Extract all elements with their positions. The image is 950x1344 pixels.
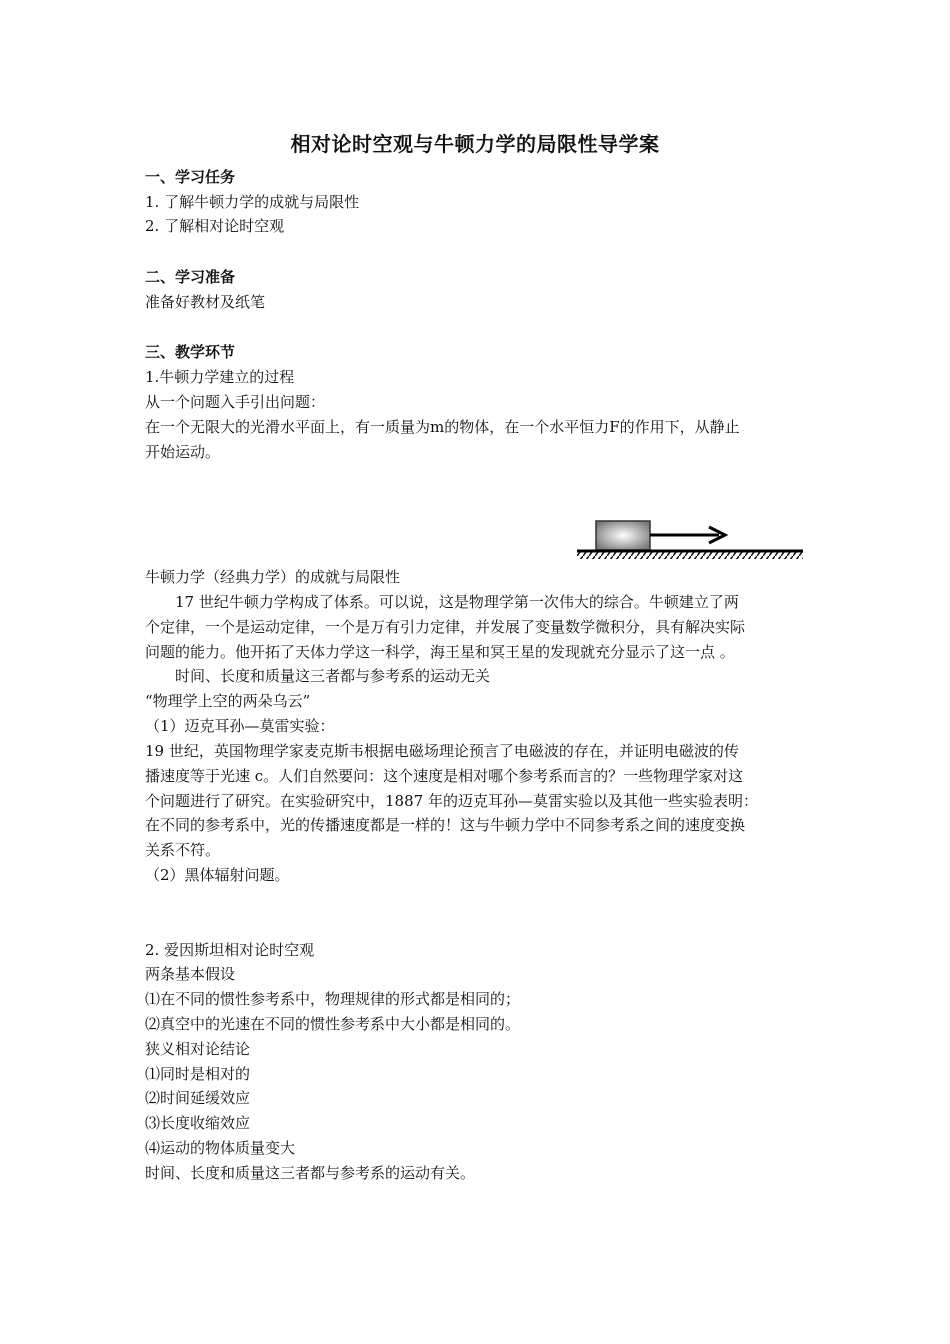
section-2-heading: 二、学习准备 <box>145 268 236 286</box>
preparation-text: 准备好教材及纸笔 <box>145 293 266 311</box>
subsection-1-title: 1.牛顿力学建立的过程 <box>145 368 295 386</box>
achievement-line-2: 个定律，一个是运动定律，一个是万有引力定律，并发展了变量数学微积分，具有解决实际 <box>145 618 746 636</box>
section-3-heading: 三、教学环节 <box>145 343 236 361</box>
independence-statement: 时间、长度和质量这三者都与参考系的运动无关 <box>175 667 491 685</box>
ground-surface-icon <box>577 551 803 559</box>
conclusion-3: ⑶长度收缩效应 <box>145 1114 251 1132</box>
block-force-diagram <box>577 516 803 562</box>
final-statement: 时间、长度和质量这三者都与参考系的运动有关。 <box>145 1164 476 1182</box>
postulate-2: ⑵真空中的光速在不同的惯性参考系中大小都是相同的。 <box>145 1015 521 1033</box>
two-clouds-heading: “物理学上空的两朵乌云” <box>145 692 311 710</box>
conclusions-heading: 狭义相对论结论 <box>145 1040 251 1058</box>
michelson-line-2: 播速度等于光速 c。人们自然要问：这个速度是相对哪个参考系而言的？一些物理学家对这 <box>145 767 744 785</box>
problem-line-2: 开始运动。 <box>145 443 221 461</box>
postulate-1: ⑴在不同的惯性参考系中，物理规律的形式都是相同的； <box>145 990 521 1008</box>
task-item-2: 2. 了解相对论时空观 <box>145 217 285 235</box>
task-item-1: 1. 了解牛顿力学的成就与局限性 <box>145 193 360 211</box>
section-1-heading: 一、学习任务 <box>145 168 236 186</box>
subsection-2-title: 2. 爱因斯坦相对论时空观 <box>145 941 315 959</box>
michelson-line-1: 19 世纪，英国物理学家麦克斯韦根据电磁场理论预言了电磁波的存在，并证明电磁波的传 <box>145 742 739 760</box>
blackbody-heading: （2）黑体辐射问题。 <box>145 866 290 884</box>
problem-intro: 从一个问题入手引出问题： <box>145 393 326 411</box>
problem-line-1: 在一个无限大的光滑水平面上，有一质量为m的物体，在一个水平恒力F的作用下，从静止 <box>145 418 740 436</box>
block-icon <box>596 521 650 550</box>
achievement-line-1: 17 世纪牛顿力学构成了体系。可以说，这是物理学第一次伟大的综合。牛顿建立了两 <box>175 593 739 611</box>
achievement-heading: 牛顿力学（经典力学）的成就与局限性 <box>145 568 401 586</box>
michelson-line-3: 个问题进行了研究。在实验研究中，1887 年的迈克耳孙—莫雷实验以及其他一些实验表明： <box>145 792 758 810</box>
michelson-heading: （1）迈克耳孙—莫雷实验： <box>145 717 335 735</box>
achievement-line-3: 问题的能力。他开拓了天体力学这一科学，海王星和冥王星的发现就充分显示了这一点 。 <box>145 643 735 661</box>
conclusion-4: ⑷运动的物体质量变大 <box>145 1139 296 1157</box>
michelson-line-5: 关系不符。 <box>145 841 221 859</box>
conclusion-1: ⑴同时是相对的 <box>145 1065 251 1083</box>
conclusion-2: ⑵时间延缓效应 <box>145 1089 251 1107</box>
page-title: 相对论时空观与牛顿力学的局限性导学案 <box>290 132 660 156</box>
force-arrow-icon <box>650 527 725 543</box>
postulates-heading: 两条基本假设 <box>145 965 236 983</box>
michelson-line-4: 在不同的参考系中，光的传播速度都是一样的！这与牛顿力学中不同参考系之间的速度变换 <box>145 816 746 834</box>
